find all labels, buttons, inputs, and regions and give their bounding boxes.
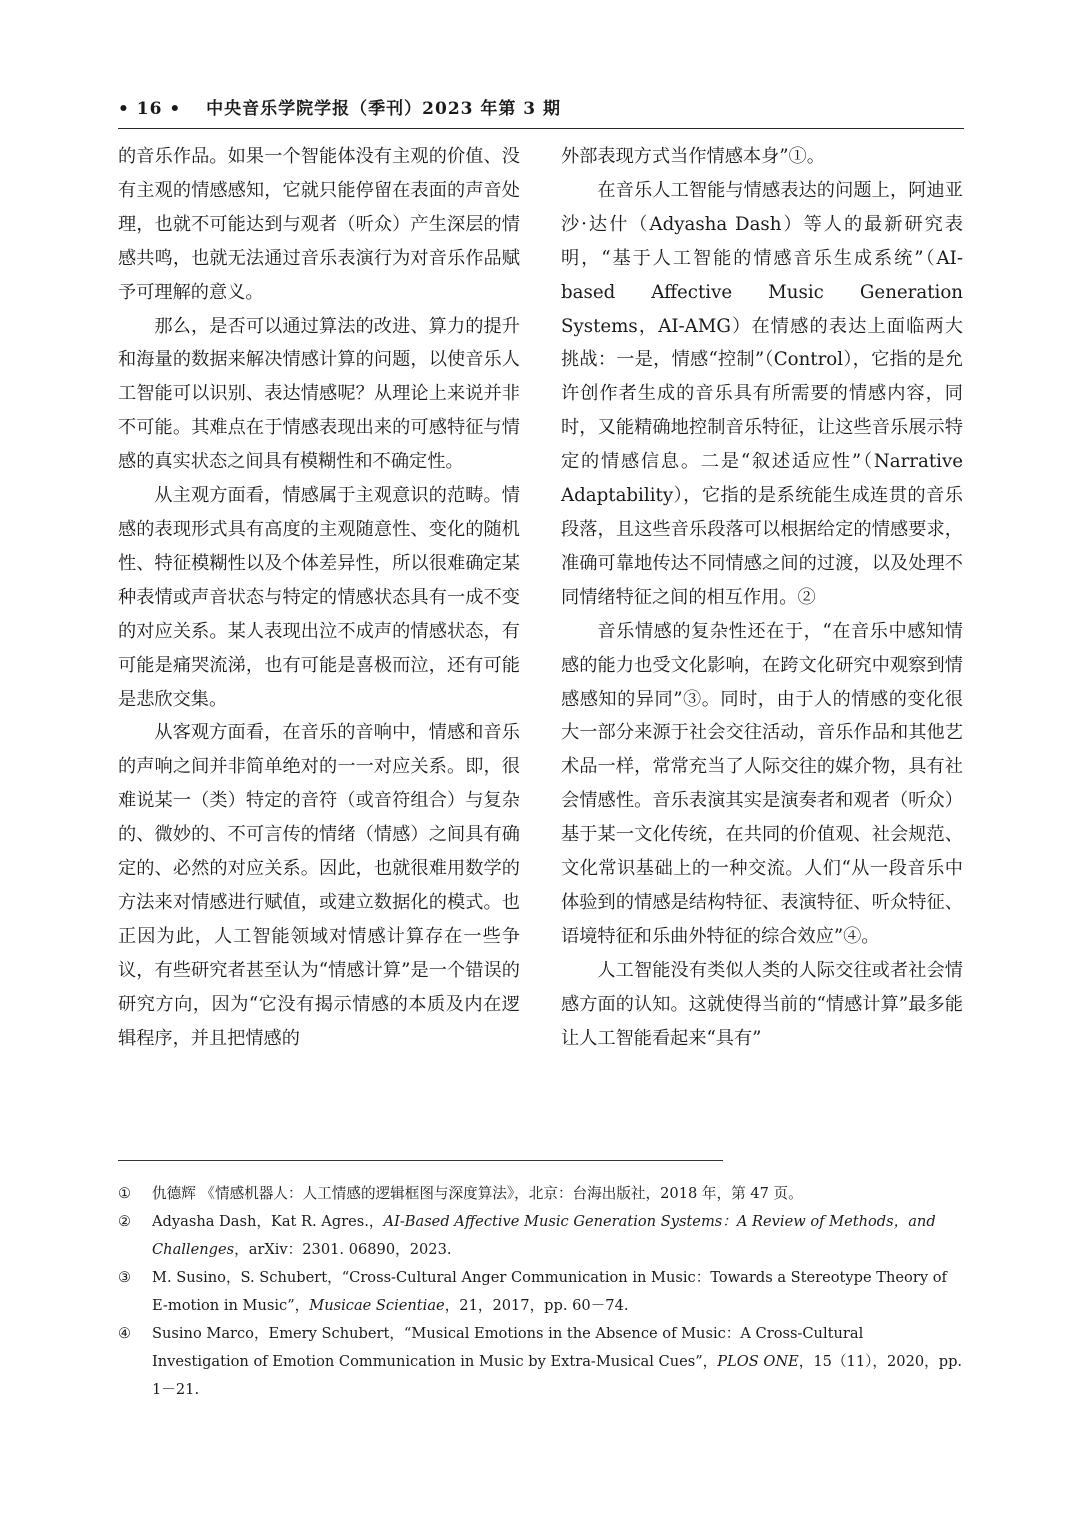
left-column xyxy=(118,140,520,1055)
footnote-text-post: ，21，2017，pp. 60－74. xyxy=(444,1297,629,1314)
paragraph: 音乐情感的复杂性还在于，“在音乐中感知情感的能力也受文化影响，在跨文化研究中观察到情感感知的异同”③。同时，由于人的情感的变化很大一部分来源于社会交往活动，音乐作品和其他艺术品一样，常常充当了人际交往的媒介物，具有社会情感性。音乐表演其实是演奏者和观者（听众）基于某一文化传统，在共同的价值观、社会规范、文化常识基础上的一种交流。人们“从一段音乐中体验到的情感是结构特征、表演特征、听众特征、语境特征和乐曲外特征的综合效应”④。 xyxy=(561,620,963,947)
footnote-2 xyxy=(118,1208,964,1264)
footnote-3 xyxy=(118,1264,964,1320)
footnote-marker: ① xyxy=(118,1185,132,1202)
footnote-text-pre: Adyasha Dash，Kat R. Agres.， xyxy=(152,1213,384,1230)
footnote-text xyxy=(152,1264,964,1320)
footnote-text-pre: Susino Marco，Emery Schubert，“Musical Emotions in the Absence of Music：A Cross-Cultural Investigation of Emotion Communication in Music by Extra-Musical Cues”， xyxy=(152,1325,864,1370)
footnote-text-pre: 仇德辉 《情感机器人：人工情感的逻辑框图与深度算法》，北京：台海出版社，2018 年，第 47 页。 xyxy=(152,1185,803,1202)
footnote-divider xyxy=(118,1160,723,1161)
footnote-title: AI-Based Affective Music Generation Systems：A Review of Methods，and Challenges xyxy=(152,1213,936,1258)
journal-title: 中央音乐学院学报（季刊）2023 年第 3 期 xyxy=(206,99,562,119)
page-number: • 16 • xyxy=(118,99,182,119)
footnote-text xyxy=(152,1320,964,1404)
footnotes xyxy=(118,1180,964,1404)
footnote-text xyxy=(152,1208,964,1264)
paragraph: 的音乐作品。如果一个智能体没有主观的价值、没有主观的情感感知，它就只能停留在表面的声音处理，也就不可能达到与观者（听众）产生深层的情感共鸣，也就无法通过音乐表演行为对音乐作品赋予可理解的意义。 xyxy=(118,146,520,303)
footnote-title: Musicae Scientiae xyxy=(309,1297,445,1314)
paragraph: 从主观方面看，情感属于主观意识的范畴。情感的表现形式具有高度的主观随意性、变化的随机性、特征模糊性以及个体差异性，所以很难确定某种表情或声音状态与特定的情感状态具有一成不变的对应关系。某人表现出泣不成声的情感状态，有可能是痛哭流涕，也有可能是喜极而泣，还有可能是悲欣交集。 xyxy=(118,485,520,710)
running-header xyxy=(118,94,964,119)
footnote-text xyxy=(152,1180,964,1208)
footnote-marker: ④ xyxy=(118,1325,132,1342)
footnote-1 xyxy=(118,1180,964,1208)
paragraph: 外部表现方式当作情感本身”①。 xyxy=(561,146,825,167)
footnote-text-post: ，15（11），2020，pp. 1－21. xyxy=(152,1353,963,1398)
footnote-4 xyxy=(118,1320,964,1404)
header-divider xyxy=(118,128,964,129)
footnote-marker: ② xyxy=(118,1213,132,1230)
paragraph: 人工智能没有类似人类的人际交往或者社会情感方面的认知。这就使得当前的“情感计算”最多能让人工智能看起来“具有” xyxy=(561,959,963,1049)
footnote-marker: ③ xyxy=(118,1269,132,1286)
right-column xyxy=(561,140,963,1055)
paragraph: 从客观方面看，在音乐的音响中，情感和音乐的声响之间并非简单绝对的一一对应关系。即，很难说某一（类）特定的音符（或音符组合）与复杂的、微妙的、不可言传的情绪（情感）之间具有确定的、必然的对应关系。因此，也就很难用数学的方法来对情感进行赋值，或建立数据化的模式。也正因为此，人工智能领域对情感计算存在一些争议，有些研究者甚至认为“情感计算”是一个错误的研究方向，因为“它没有揭示情感的本质及内在逻辑程序，并且把情感的 xyxy=(118,722,520,1049)
paragraph: 在音乐人工智能与情感表达的问题上，阿迪亚沙·达什（Adyasha Dash）等人的最新研究表明，“基于人工智能的情感音乐生成系统”（AI-based Affective Music Generation Systems，AI-AMG）在情感的表达上面临两大挑战：一是，情感“控制”（Control），它指的是允许创作者生成的音乐具有所需要的情感内容，同时，又能精确地控制音乐特征，让这些音乐展示特定的情感信息。二是“叙述适应性”（Narrative Adaptability），它指的是系统能生成连贯的音乐段落，且这些音乐段落可以根据给定的情感要求，准确可靠地传达不同情感之间的过渡，以及处理不同情绪特征之间的相互作用。② xyxy=(561,179,963,608)
footnote-text-pre: M. Susino，S. Schubert，“Cross-Cultural Anger Communication in Music：Towards a Stereotype Theory of E-motion in Music”， xyxy=(152,1269,947,1314)
footnote-text-post: ，arXiv：2301. 06890，2023. xyxy=(234,1241,452,1258)
paragraph: 那么，是否可以通过算法的改进、算力的提升和海量的数据来解决情感计算的问题，以使音乐人工智能可以识别、表达情感呢？从理论上来说并非不可能。其难点在于情感表现出来的可感特征与情感的真实状态之间具有模糊性和不确定性。 xyxy=(118,315,520,473)
footnote-title: PLOS ONE xyxy=(717,1353,799,1370)
